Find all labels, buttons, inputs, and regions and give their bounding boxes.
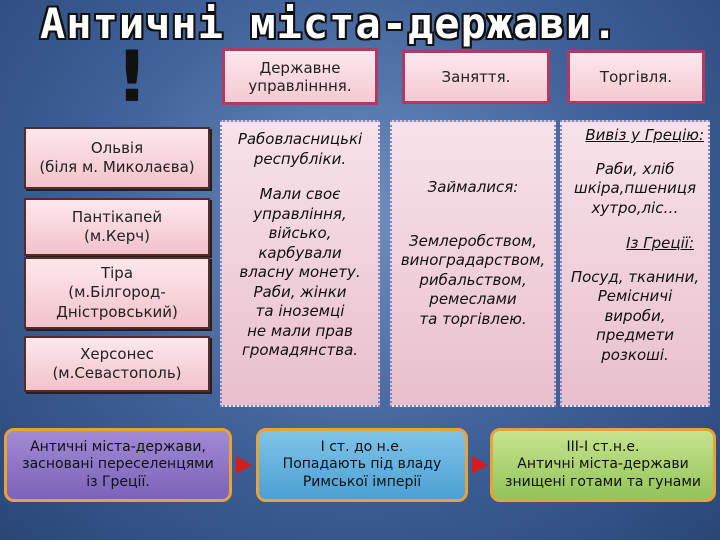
- government-panel: [220, 120, 380, 407]
- gov-line: Мали своє: [259, 185, 341, 203]
- gov-line: власну монету.: [239, 263, 361, 281]
- city-chersonesus: [24, 336, 210, 392]
- trade-panel: [560, 120, 710, 407]
- import-item: Ремісничі: [597, 287, 673, 305]
- gov-line: не мали прав: [247, 321, 353, 340]
- city-tyras-location-2: Дністровський): [56, 302, 178, 321]
- roman-rule-line: Попадають під владу: [282, 456, 442, 473]
- city-tyras: [24, 257, 210, 329]
- import-item: вироби,: [604, 306, 666, 325]
- city-olbia: [24, 127, 210, 189]
- export-item: хутро,ліс…: [591, 198, 679, 217]
- city-tyras-name: Тіра: [100, 263, 134, 282]
- destruction-line: ІІІ-І ст.н.е.: [566, 438, 640, 455]
- gov-line: управління,: [253, 204, 347, 223]
- occupation-line: рибальством,: [419, 270, 527, 289]
- page-title: Античні міста-держави.: [40, 0, 619, 48]
- header-government-line-2: управлінння.: [248, 76, 352, 95]
- occupation-line: та торгівлею.: [419, 309, 527, 328]
- city-olbia-name: Ольвія: [90, 138, 144, 157]
- export-heading: Вивіз у Грецію:: [585, 126, 704, 144]
- city-chersonesus-location: (м.Севастополь): [52, 364, 182, 382]
- export-item: шкіра,пшениця: [574, 179, 696, 197]
- export-item: Раби, хліб: [595, 159, 675, 178]
- founding-box: [4, 428, 232, 502]
- occupation-heading: Займалися:: [427, 178, 519, 196]
- gov-line: Рабовласницькі: [237, 130, 363, 148]
- city-panticapaeum-location: (м.Керч): [83, 227, 151, 245]
- gov-line: військо,: [268, 224, 332, 242]
- occupation-panel: [390, 120, 556, 407]
- founding-line: із Греції.: [86, 473, 150, 490]
- destruction-line: Античні міста-держави: [517, 456, 689, 473]
- gov-line: республіки.: [253, 149, 347, 168]
- header-government: [222, 48, 378, 105]
- import-item: Посуд, тканини,: [570, 267, 700, 286]
- founding-line: Античні міста-держави,: [30, 438, 206, 455]
- exclamation-mark: !: [116, 36, 148, 118]
- destruction-line: знищені готами та гунами: [505, 473, 701, 490]
- roman-rule-line: Римської імперії: [302, 473, 422, 490]
- roman-rule-box: [256, 428, 468, 502]
- destruction-box: [490, 428, 716, 502]
- roman-rule-line: І ст. до н.е.: [320, 438, 404, 455]
- import-item: предмети: [596, 326, 674, 344]
- occupation-line: виноградарством,: [400, 251, 546, 269]
- header-government-line-1: Державне: [259, 58, 341, 77]
- arrow-right-icon: [236, 456, 252, 474]
- gov-line: карбували: [258, 243, 342, 262]
- arrow-right-icon: [472, 456, 488, 474]
- city-tyras-location-1: (м.Білгород-: [68, 283, 166, 302]
- occupation-line: Землеробством,: [408, 231, 537, 250]
- gov-spacer: [222, 169, 378, 185]
- city-olbia-location: (біля м. Миколаєва): [39, 158, 195, 176]
- header-trade: Торгівля.: [567, 50, 705, 104]
- founding-line: засновані переселенцями: [22, 456, 214, 473]
- city-panticapaeum: [24, 198, 210, 256]
- header-occupation: Заняття.: [402, 50, 550, 104]
- city-chersonesus-name: Херсонес: [80, 344, 154, 363]
- gov-line: та іноземці: [255, 302, 345, 320]
- occupation-line: ремеслами: [429, 290, 517, 308]
- city-panticapaeum-name: Пантікапей: [71, 207, 163, 226]
- import-heading: Із Греції:: [626, 234, 694, 252]
- gov-line: громадянства.: [241, 341, 359, 359]
- gov-line: Раби, жінки: [253, 282, 347, 301]
- import-item: розкоші.: [601, 345, 669, 364]
